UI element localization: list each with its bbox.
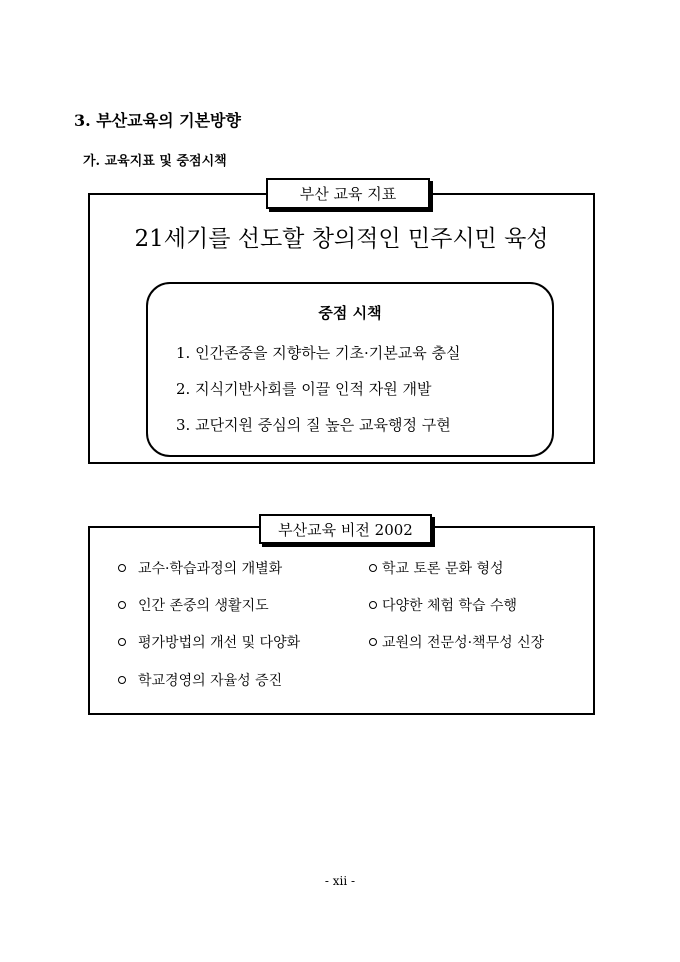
vision-item-text: 교원의 전문성·책무성 신장 [382, 635, 545, 651]
vision-item [118, 632, 300, 652]
vision-item [118, 595, 269, 615]
vision-item-text: 평가방법의 개선 및 다양화 [138, 635, 301, 651]
priority-item: 1. 인간존중을 지향하는 기초·기본교육 충실 [176, 344, 461, 362]
page-number: - xii - [324, 874, 356, 888]
circle-bullet-icon [369, 601, 377, 609]
vision-item-text: 다양한 체험 학습 수행 [382, 598, 518, 614]
priority-policy-title: 중점 시책 [318, 304, 382, 322]
sub-heading: 가. 교육지표 및 중점시책 [83, 154, 227, 169]
circle-bullet-icon [118, 676, 126, 684]
vision-item [118, 558, 282, 578]
vision-item-text: 학교 토론 문화 형성 [382, 561, 504, 577]
circle-bullet-icon [118, 564, 126, 572]
circle-bullet-icon [118, 638, 126, 646]
vision-item [369, 595, 517, 615]
vision-tab-text: 부산교육 비전 2002 [278, 520, 413, 539]
vision-item-text: 인간 존중의 생활지도 [138, 598, 269, 614]
vision-item-text: 학교경영의 자율성 증진 [138, 673, 283, 689]
section-heading: 3. 부산교육의 기본방향 [74, 111, 241, 130]
circle-bullet-icon [369, 564, 377, 572]
education-slogan: 21세기를 선도할 창의적인 민주시민 육성 [134, 226, 549, 252]
indicator-tab-label [266, 178, 430, 209]
vision-item [369, 558, 504, 578]
priority-item: 3. 교단지원 중심의 질 높은 교육행정 구현 [176, 416, 451, 434]
vision-tab-label [259, 514, 432, 544]
vision-item [118, 670, 282, 690]
indicator-tab-text: 부산 교육 지표 [299, 185, 397, 203]
circle-bullet-icon [118, 601, 126, 609]
vision-item [369, 632, 544, 652]
vision-item-text: 교수·학습과정의 개별화 [138, 561, 283, 577]
priority-item: 2. 지식기반사회를 이끌 인적 자원 개발 [176, 380, 432, 398]
circle-bullet-icon [369, 638, 377, 646]
